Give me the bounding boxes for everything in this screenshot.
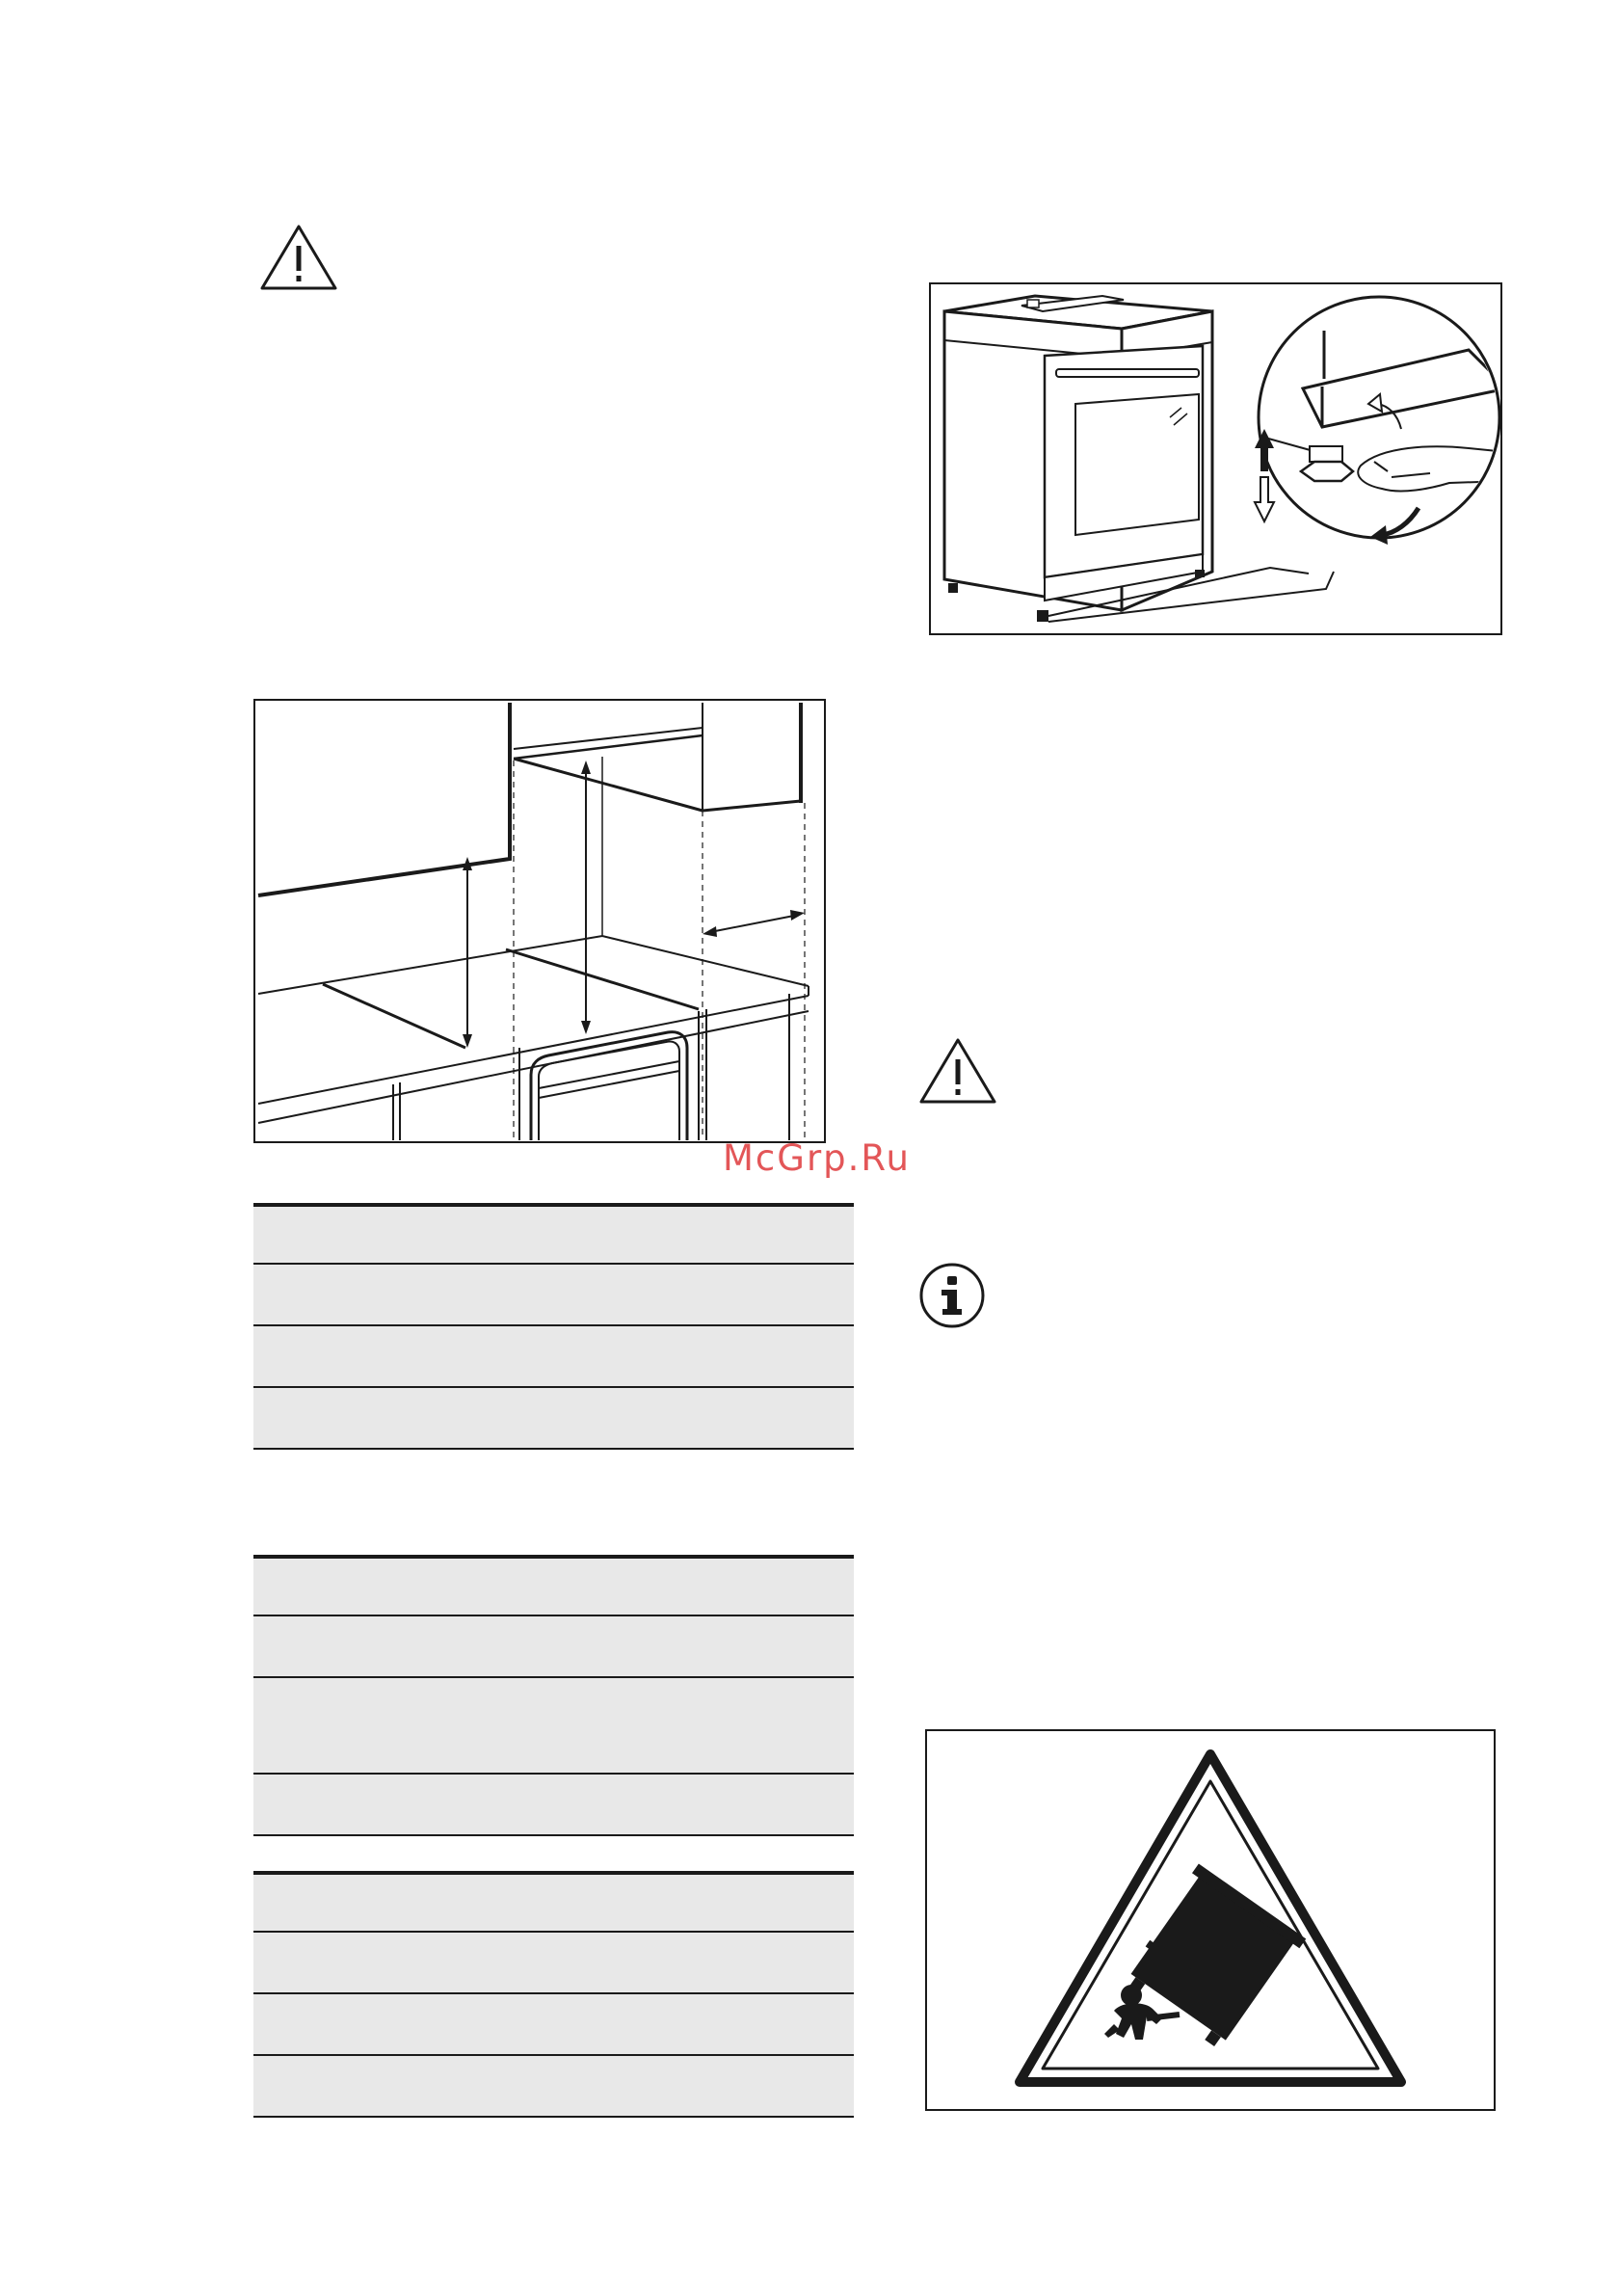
kitchen-clearance-diagram: [253, 699, 826, 1143]
table-row: [253, 1933, 854, 1994]
data-table-2: [253, 1555, 854, 1836]
table-row: [253, 1326, 854, 1388]
data-table-3: [253, 1871, 854, 2118]
table-row: [253, 1775, 854, 1836]
table-row: [253, 1994, 854, 2056]
table-row: [253, 1616, 854, 1678]
table-row: [253, 1871, 854, 1933]
info-circle-icon: [917, 1261, 987, 1330]
table-row: [253, 1203, 854, 1265]
table-row: [253, 1388, 854, 1450]
table-row: [253, 1265, 854, 1326]
warning-triangle-icon: [917, 1036, 998, 1106]
data-table-1: [253, 1203, 854, 1450]
table-row: [253, 1678, 854, 1775]
oven-leveling-illustration: [929, 282, 1502, 635]
tip-over-warning-sign: [925, 1729, 1496, 2111]
watermark-text: McGrp.Ru: [723, 1137, 911, 1179]
table-row: [253, 1555, 854, 1616]
table-row: [253, 2056, 854, 2118]
warning-triangle-icon: [258, 223, 339, 292]
